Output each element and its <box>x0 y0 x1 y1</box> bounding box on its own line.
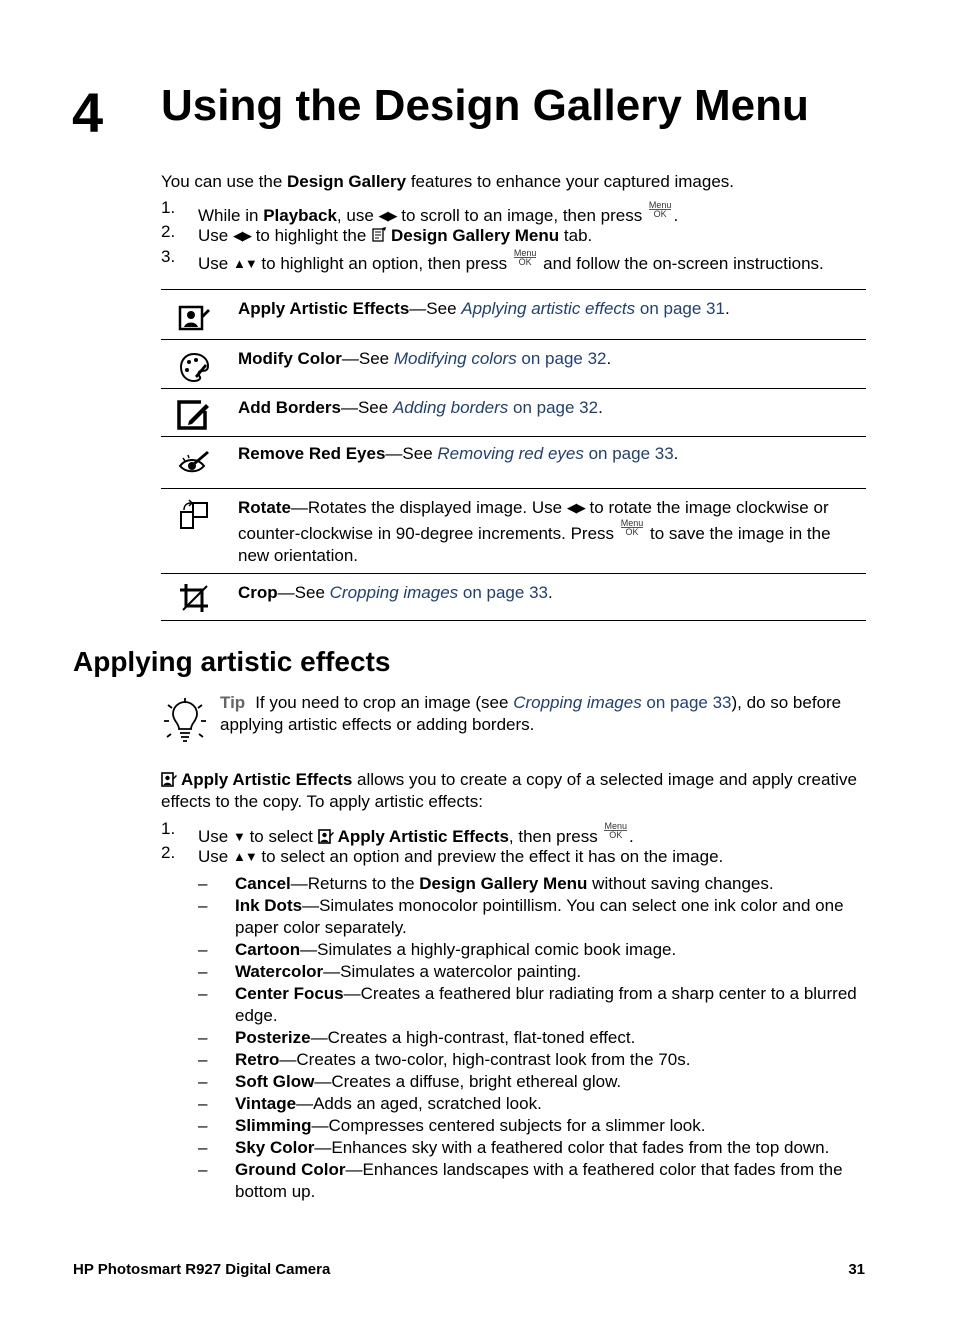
artistic-effects-icon <box>318 827 334 845</box>
left-right-arrows-icon: ◀▶ <box>378 208 397 223</box>
footer-product-name: HP Photosmart R927 Digital Camera <box>73 1261 331 1278</box>
effect-soft-glow: – Soft Glow—Creates a diffuse, bright ethereal glow. <box>198 1072 622 1091</box>
menu-ok-button-icon: Menu OK <box>620 518 644 537</box>
artistic-effects-icon <box>161 770 177 788</box>
step-2: 2. Use ◀▶ to highlight the Design Gallery Menu tab. <box>161 222 593 245</box>
link-cropping-images-tip[interactable]: Cropping images <box>513 693 642 712</box>
up-down-arrows-icon: ▲▼ <box>232 849 257 864</box>
effect-sky-color: – Sky Color—Enhances sky with a feathered color that fades from the top down. <box>198 1138 830 1157</box>
effect-ground-color: – Ground Color—Enhances landscapes with a feathered color that fades from the bottom up. <box>198 1160 843 1201</box>
option-row-crop: Crop—See Cropping images on page 33. <box>161 574 866 621</box>
effect-slimming: – Slimming—Compresses centered subjects for a slimmer look. <box>198 1116 706 1135</box>
down-arrow-icon: ▼ <box>232 829 245 844</box>
intro-paragraph: You can use the Design Gallery features to enhance your captured images. <box>161 172 735 191</box>
design-gallery-icon <box>371 226 387 244</box>
effect-cancel: – Cancel—Returns to the Design Gallery Menu without saving changes. <box>198 874 774 893</box>
effect-retro: – Retro—Creates a two-color, high-contrast look from the 70s. <box>198 1050 691 1069</box>
effect-ink-dots: – Ink Dots—Simulates monocolor pointillism. You can select one ink color and one paper color separately. <box>198 896 844 937</box>
option-row-add-borders: Add Borders—See Adding borders on page 32. <box>161 389 866 437</box>
option-row-modify-color: Modify Color—See Modifying colors on page 32. <box>161 340 866 389</box>
menu-ok-button-icon: Menu OK <box>604 821 627 840</box>
step-3: 3. Use ▲▼ to highlight an option, then press Menu OK and follow the on-screen instructions. <box>161 247 824 273</box>
link-cropping-images[interactable]: Cropping images <box>329 583 459 602</box>
artistic-step-2: 2. Use ▲▼ to select an option and preview the effect it has on the image. <box>161 843 724 866</box>
link-removing-red-eyes[interactable]: Removing red eyes <box>437 444 584 463</box>
artistic-step-list <box>161 819 881 870</box>
chapter-number: 4 <box>72 81 104 144</box>
link-adding-borders[interactable]: Adding borders <box>392 398 509 417</box>
crop-icon <box>177 581 211 615</box>
section-title: Applying artistic effects <box>73 646 391 677</box>
left-right-arrows-icon: ◀▶ <box>566 500 585 515</box>
menu-ok-button-icon: Menu OK <box>513 248 537 267</box>
option-row-remove-red-eyes: Remove Red Eyes—See Removing red eyes on page 33. <box>161 437 866 489</box>
option-row-artistic-effects: Apply Artistic Effects—See Applying artistic effects on page 31. <box>161 290 866 340</box>
red-eye-icon <box>177 447 211 481</box>
rotate-icon <box>177 498 211 532</box>
effect-vintage: – Vintage—Adds an aged, scratched look. <box>198 1094 542 1113</box>
tip-text: Tip If you need to crop an image (see Cropping images on page 33), do so before applying artistic effects or adding borders. <box>220 693 842 734</box>
chapter-title: Using the Design Gallery Menu <box>161 81 809 130</box>
step-1: 1. While in Playback, use ◀▶ to scroll to an image, then press Menu OK . <box>161 198 679 225</box>
add-borders-icon <box>177 397 211 431</box>
effect-watercolor: – Watercolor—Simulates a watercolor painting. <box>198 962 582 981</box>
artistic-step-1: 1. Use ▼ to select Apply Artistic Effects, then press Menu OK . <box>161 819 634 846</box>
effects-list <box>198 873 878 1203</box>
link-applying-artistic-effects[interactable]: Applying artistic effects <box>461 299 636 318</box>
menu-ok-button-icon: Menu OK <box>648 200 672 219</box>
modify-color-icon <box>177 350 211 384</box>
link-modifying-colors[interactable]: Modifying colors <box>393 349 517 368</box>
lightbulb-icon <box>163 697 207 745</box>
design-gallery-options-table <box>161 289 866 621</box>
left-right-arrows-icon: ◀▶ <box>232 228 251 243</box>
effect-center-focus: – Center Focus—Creates a feathered blur radiating from a sharp center to a blurred edge. <box>198 984 857 1025</box>
artistic-effects-paragraph: Apply Artistic Effects allows you to create a copy of a selected image and apply creative effects to the copy. To apply artistic effects: <box>161 770 857 811</box>
artistic-effects-icon <box>177 300 211 334</box>
option-row-rotate: Rotate—Rotates the displayed image. Use ◀▶ to rotate the image clockwise or counter-clockwise in 90-degree increments. Press Menu OK to save the image in the new orientation. <box>161 489 866 574</box>
step-list <box>161 198 881 273</box>
effect-posterize: – Posterize—Creates a high-contrast, flat-toned effect. <box>198 1028 636 1047</box>
up-down-arrows-icon: ▲▼ <box>232 256 257 271</box>
footer-page-number: 31 <box>848 1261 865 1278</box>
effect-cartoon: – Cartoon—Simulates a highly-graphical comic book image. <box>198 940 677 959</box>
